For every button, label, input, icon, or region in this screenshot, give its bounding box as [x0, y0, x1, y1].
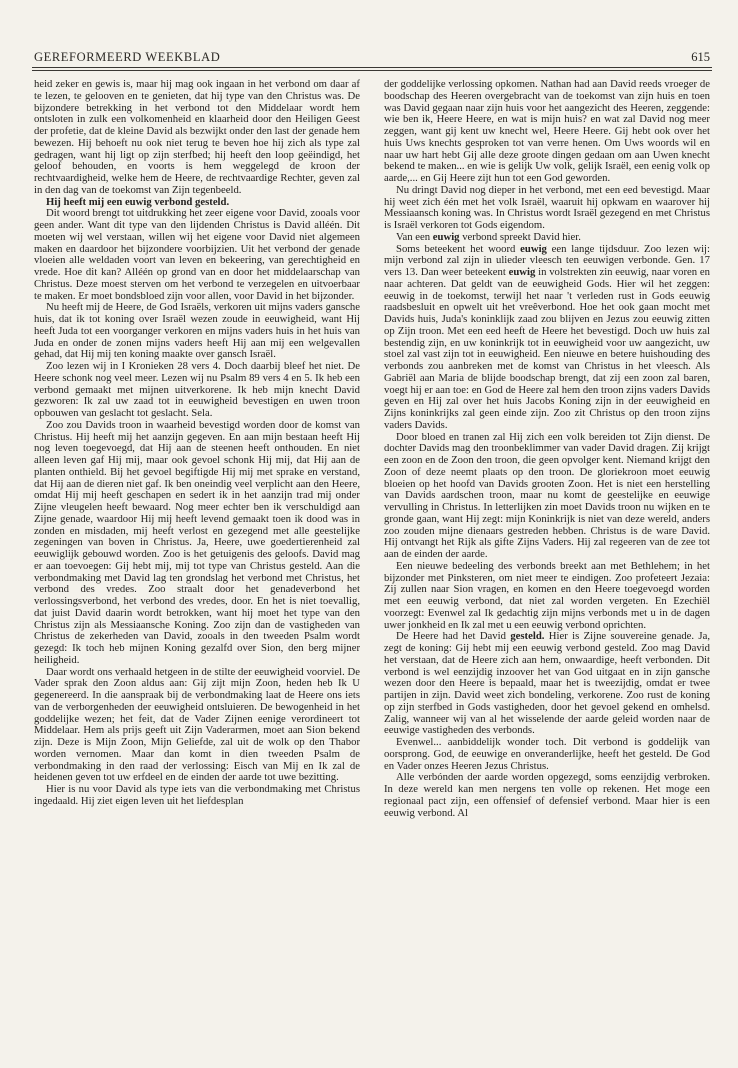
section-heading: Hij heeft mij een euwig verbond gesteld.: [46, 195, 230, 208]
header-rule-bottom: [32, 70, 712, 71]
text-run: verbond spreekt David hier.: [459, 230, 581, 243]
header-rule-top: [32, 67, 712, 68]
bold-term: euwig: [508, 266, 536, 278]
paragraph: Door bloed en tranen zal Hij zich een volk bereiden tot Zijn dienst. De dochter Davids mag den troonbeklimmer van vader David dragen. Zij krijgt een zoon en de Zoon den troon, die geen opvolger kent. Niemand krijgt den Zoon of deze neemt plaats op den troon. De gloriekroon moet eeuwig bloeien op het hoofd van Davids grooten Zoon. Het is niet een herstelling van Davids aardschen troon, maar nu komt de geestelijke en eeuwige vervulling in Christus. In letterlijken zin moet Davids troon nu wijken en te gronde gaan, want Hij zegt: mijn Koninkrijk is niet van deze wereld, anders zoo zouden mijne dienaars gestreden hebben. Christus is de ware David. Hij ontvangt het Rijk als gifte Zijns Vaders. Hij zal regeeren van de zee tot aan de einden der aarde.: [384, 430, 710, 560]
paragraph: der goddelijke verlossing opkomen. Nathan had aan David reeds vroeger de boodschap des Heeren overgebracht van de toekomst van zijn huis en toen was David gegaan naar zijn huis voor het aangezicht des Heeren, zeggende: wie ben ik, Heere Heere, en wat is mijn huis? en wat zal David nog meer zeggen, want gij kent uw knecht wel, Heere Heere. Gij hebt ook over het huis Uws knechts gesproken tot van verre henen. Om Uws woords wil en naar uw hart hebt Gij alle deze groote dingen gedaan om aan Uwen knecht bekend te maken... en wie is gelijk Uw volk, gelijk Israël, een eenig volk op aarde,... en Gij Heere zijt hun tot een God geworden.: [384, 78, 710, 184]
paragraph: [384, 631, 710, 737]
paragraph: Daar wordt ons verhaald hetgeen in de stilte der eeuwigheid voorviel. De Vader sprak den Zoon aldus aan: Gij zijt mijn Zoon, heden heb Ik U gegenereerd. In die aanspraak bij de verbondmaking laat de Heere ons iets van de verborgenheden der eeuwigheid ontsluieren. De bewogenheid in het goddelijke wezen; het feit, dat de Vader Zijnen eenige verordineert tot Middelaar. Hem als prijs geeft uit Zijn Vaderarmen, moet aan Sion bekend zijn. Deze is Mijn Zoon, Mijn Geliefde, zal uit de wolk op den Thabor worden vernomen. Maar dan komt in dien tweeden Psalm de verbondmaking in den raad der verlossing: Eisch van Mij en Ik zal de heidenen geven tot uw erfdeel en de einden der aarde tot uwe bezitting.: [34, 665, 360, 784]
paragraph: heid zeker en gewis is, maar hij mag ook ingaan in het verbond om daar af te lezen, te gelooven en te genieten, dat hij type van den Christus was. De bijzondere betrekking in het verbond tot den Middelaar wordt hem ontsloten in zulk een volkomenheid en klaarheid door den Heiligen Geest der profetie, dat de kleine David als bezwijkt onder den last der genade hem bewezen. Hij behoeft nu ook niet terug te beven hoe hij zich als type zal gedragen, want hij ligt op zijn sterfbed; hij heeft den loop geëindigd, het geloof behouden, en voorts is hem weggelegd de kroon der rechtvaardigheid, welke hem de Heere, de rechtvaardige Rechter, geven zal in den dag van de toekomst van Zijn tegenbeeld.: [34, 78, 360, 196]
text-run: Hier is Zijne souvereine genade. Ja, zegt de koning: Gij hebt mij een eeuwig verbond gesteld. Zoo mag David het verstaan, dat de Heere zich aan hem, onwaardige, heeft verbonden. Dit verbond is wel eenzijdig inzoover het van God uitgaat en in zijn gansche wezen door den Heere is bepaald, maar het is tweezijdig, omdat er twee partijen in zijn. David weet zich bondeling, verkorene. Zoo rust de koning op zijn sterfbed in Gods vastigheden, door het gevoel gekend en omhelsd. Zalig, wanneer wij van al het wisselende der aarde geleid worden naar de eeuwige vastigheden des verbonds.: [384, 630, 710, 737]
right-column: [384, 79, 710, 819]
text-run: Soms beteekent het woord: [396, 242, 521, 255]
bold-term: euwig: [520, 242, 547, 255]
masthead: [34, 50, 710, 64]
paragraph: Zoo lezen wij in I Kronieken 28 vers 4. Doch daarbij bleef het niet. De Heere schonk nog veel meer. Lezen wij nu Psalm 89 vers 4 en 5. Ik heb een verbond gemaakt met mijnen uitverkorene. Ik heb mijn knecht David gezworen: Ik zal uw zaad tot in eeuwigheid bevestigen en uwen troon opbouwen van geslacht tot geslacht. Sela.: [34, 360, 360, 419]
left-column: [34, 79, 360, 808]
publication-title: GEREFORMEERD WEEKBLAD: [34, 50, 221, 64]
paragraph: [384, 244, 710, 432]
text-run: een lange tijdsduur. Zoo lezen wij: mijn verbond zal zijn in ulieder vleesch ten eeuwigen verbonde. Gen. 17 vers 13. Dan weer beteekent: [384, 242, 710, 278]
bold-term: euwig: [432, 230, 460, 243]
page-number: 615: [691, 50, 710, 64]
text-run: De Heere had het David: [396, 630, 511, 643]
paragraph: Evenwel... aanbiddelijk wonder toch. Dit verbond is goddelijk van oorsprong. God, de eeuwige en onveranderlijke, heeft het gesteld. De God en Vader onzes Heeren Jezus Christus.: [384, 736, 710, 772]
paragraph: Nu dringt David nog dieper in het verbond, met een eed bevestigd. Maar hij weet zich één met het volk Israël, waaruit hij opkwam en waarover hij Messiaansch koning was. In Christus wordt Israël gezegend en met Christus is Israël verkoren tot Gods eigendom.: [384, 183, 710, 231]
paragraph: Een nieuwe bedeeling des verbonds breekt aan met Bethlehem; in het bijzonder met Pinksteren, om niet meer te eindigen. Zoo profeteert Jezaia: Zij zullen naar Sion vragen, en komen en den Heere toegevoegd worden met een eeuwig verbond, dat niet zal worden vergeten. En Ezechiël voorzegt: Evenwel zal Ik gedachtig zijn mijns verbonds met u in de dagen uwer jonkheid en Ik zal met u een eeuwig verbond oprichten.: [384, 559, 710, 631]
text-run: in volstrekten zin eeuwig, naar voren en naar achteren. Dat geldt van de eeuwigheid Gods. Hier wil het zeggen: eeuwig in de toekomst, terwijl het naar 't verleden rust in Gods eeuwig raadsbesluit en opwelt uit het vreêverbond. Hoe het ook gaan mocht met Davids huis, Juda's koninklijk zaad zou blijven en Jezus zou eeuwig zitten op Zijn troon. Met een eed heeft de Heere het bevestigd. Doch uw huis zal bestendig zijn, en uw koninkrijk tot in eeuwigheid voor uw aangezicht, uw stoel zal vast zijn tot in eeuwigheid. Een nieuwe en betere huishouding des verbonds zou aanbreken met de komst van Christus in het vleesch. Als Gabriël aan Maria de blijde boodschap brengt, dat zij een zoon zal baren, voegt hij er aan toe: en God de Heere zal hem den troon zijns vaders Davids geven en Hij zal over het huis Jacobs Koning zijn in der eeuwigheid en Zijns koninkrijks zal geen einde zijn. Zoo zit Christus op den troon zijns vaders Davids.: [384, 266, 710, 431]
paragraph: Dit woord brengt tot uitdrukking het zeer eigene voor David, zooals voor geen ander. Want dit type van den lijdenden Christus is David alléén. Dit moeten wij wel verstaan, willen wij het eigene voor David niet algemeen maken en daardoor het bijzondere voorbijzien. Uit het verbond der genade vloeien alle weldaden voort van leven en bekeering, van gerechtigheid en vrede. Hoe dit kan? Alléén op grond van en door het middelaarschap van Christus. Deze moest sterven om het verbond te verzegelen en uitvoerbaar te maken. Er moet bondsbloed zijn voor allen, voor David in het bijzonder.: [34, 207, 360, 302]
paragraph: Hier is nu voor David als type iets van die verbondmaking met Christus ingedaald. Hij ziet eigen leven uit het liefdesplan: [34, 783, 360, 807]
paragraph: Alle verbónden der aarde worden opgezegd, soms eenzijdig verbroken. In deze wereld kan men nergens ten volle op rekenen. Het moge een regionaal pact zijn, een offensief of defensief verbond. Maar hier is een eeuwig verbond. Al: [384, 771, 710, 819]
paragraph: Nu heeft mij de Heere, de God Israëls, verkoren uit mijns vaders gansche huis, dat ik tot koning over Israël wezen zoude in eeuwigheid, want Hij heeft Juda tot een voorganger verkoren en mijns vaders huis in het huis van Juda en onder de zonen mijns vaders heeft Hij aan mij een welgevallen gehad, dat Hij mij ten koning maakte over gansch Israël.: [34, 301, 360, 361]
text-run: Van een: [396, 230, 433, 243]
bold-term: gesteld.: [510, 630, 545, 643]
paragraph: Zoo zou Davids troon in waarheid bevestigd worden door de komst van Christus. Hij heeft mij het aanzijn gegeven. En aan mijn bestaan heeft Hij nog leven toegevoegd, dat Hij aan de steenen heeft onthouden. En niet alleen leven gaf Hij mij, maar ook gevoel schonk Hij mij, dat Hij aan de planten onthield. Bij het gevoel begiftigde Hij mij met sprake en verstand, dat Hij aan de dieren niet gaf. Ik ben oneindig veel verplicht aan den Heere, omdat Hij mij heeft geschapen en sedert ik in het aanzijn trad mij onder Zijne vleugelen heeft bewaard. Nog meer echter ben ik verschuldigd aan Zijne genade, waardoor Hij mij heeft levend gemaakt toen ik dood was in zonden en misdaden, mij heeft verlost en gezegend met alle geestelijke zegeningen van boven in Christus. Ja, Heere, uwe goedertierenheid zal eeuwiglijk gebouwd worden. Zoo is het getuigenis des geloofs. David mag er aan toevoegen: Gij hebt mij, mij tot type van Christus gesteld. Aan die verbondmaking met David lag ten grondslag het verbond met Christus, het verbond des vredes. Zoo straalt door het genadeverbond het verlossingsverbond, het verbond des vredes, door. En het is niet toevallig, dat juist David daarin wordt betrokken, want hij moet het type van den Christus zijn als Messiaansche Koning. Zoo zijn dan de vastigheden van Christus de zekerheden van David, zooals in den tweeden Psalm wordt gezegd: Ik toch heb mijnen Koning gezalfd over Sion, den berg mijner heiligheid.: [34, 418, 360, 666]
